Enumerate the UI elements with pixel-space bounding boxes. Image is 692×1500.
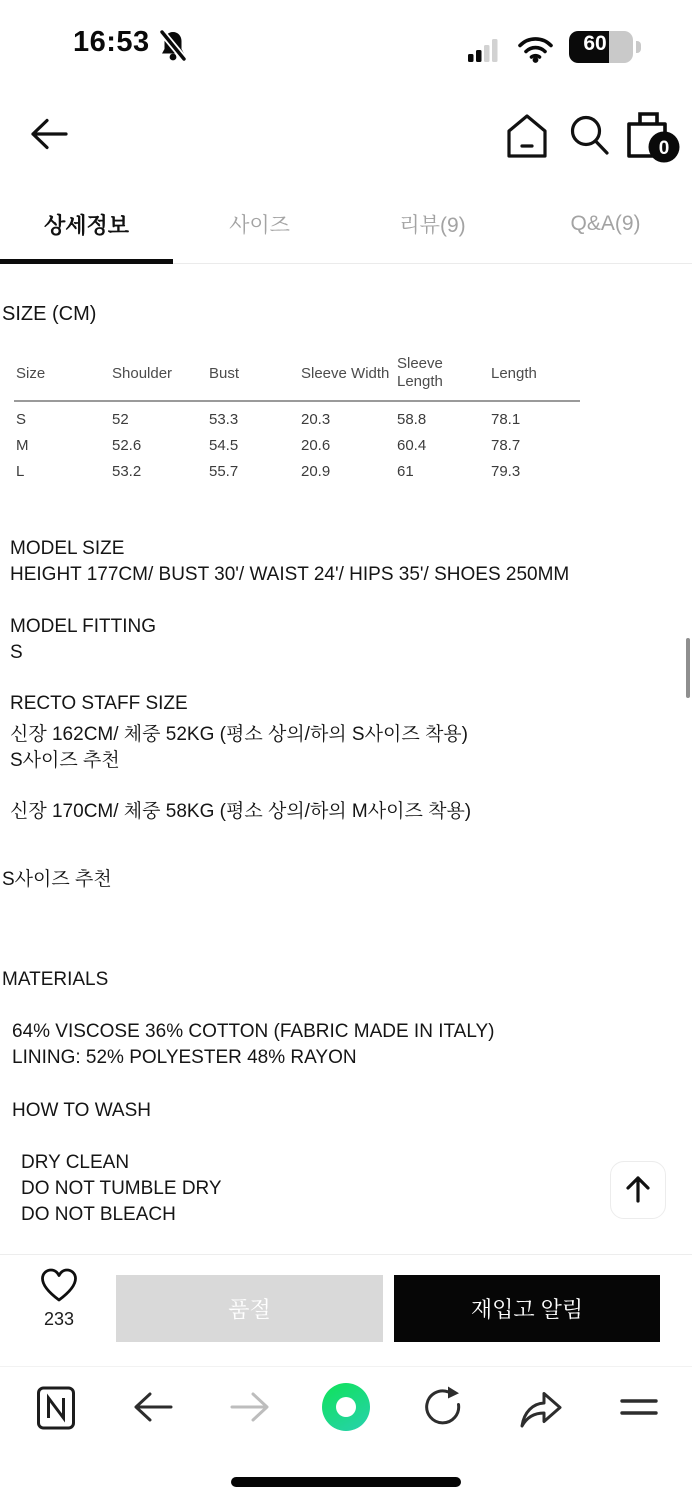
materials-line2: LINING: 52% POLYESTER 48% RAYON (12, 1047, 357, 1068)
cell: 20.6 (301, 437, 331, 454)
tab-bar (0, 185, 692, 264)
cell: 78.1 (491, 411, 521, 428)
cell: 20.9 (301, 463, 331, 480)
naver-logo-icon (36, 1419, 76, 1434)
battery-icon (569, 31, 633, 63)
tab-size[interactable]: 사이즈 (173, 185, 346, 263)
cell: 79.3 (491, 463, 521, 480)
wifi-icon (517, 35, 554, 68)
cell: 52 (112, 411, 129, 428)
shopping-bag-icon (620, 138, 682, 169)
cell: 60.4 (397, 437, 427, 454)
menu-button[interactable] (619, 1397, 659, 1422)
naver-app-button[interactable] (36, 1385, 76, 1434)
home-indicator[interactable] (231, 1477, 461, 1487)
back-button[interactable] (27, 116, 71, 154)
green-circle-icon (322, 1383, 370, 1431)
search-icon (567, 146, 611, 161)
like-count: 233 (43, 1309, 75, 1329)
tab-detail[interactable]: 상세정보 (0, 185, 173, 263)
battery-percent: 60 (583, 32, 607, 55)
model-size-detail: HEIGHT 177CM/ BUST 30'/ WAIST 24'/ HIPS 35'/ SHOES 250MM (10, 564, 570, 585)
search-button[interactable] (566, 112, 612, 160)
cell: 53.2 (112, 463, 142, 480)
tab-qna[interactable]: Q&A(9) (519, 185, 692, 263)
wash-line-1: DRY CLEAN (21, 1152, 130, 1173)
cart-badge: 0 (658, 138, 670, 159)
browser-forward-icon (228, 1412, 272, 1427)
active-tab-underline (0, 259, 173, 264)
col-size: Size (14, 355, 110, 401)
staff-size-line2: S사이즈 추천 (10, 750, 120, 771)
clock: 16:53 (73, 26, 150, 58)
restock-alert-button[interactable]: 재입고 알림 (394, 1275, 660, 1342)
staff-size-line3: 신장 170CM/ 체중 58KG (평소 상의/하의 M사이즈 착용) (10, 801, 472, 822)
cell: 20.3 (301, 411, 331, 428)
scrollbar-thumb[interactable] (686, 638, 690, 698)
cell: 61 (397, 463, 414, 480)
browser-forward-button[interactable] (228, 1390, 272, 1427)
cell: S (16, 411, 27, 428)
size-table-row-s (14, 401, 580, 428)
cart-button[interactable] (620, 106, 682, 166)
materials-title: MATERIALS (2, 969, 109, 990)
wash-title: HOW TO WASH (12, 1100, 151, 1121)
cell: 52.6 (112, 437, 142, 454)
cell: 58.8 (397, 411, 427, 428)
cell: 54.5 (209, 437, 239, 454)
notifications-muted-icon (158, 29, 190, 68)
tab-review[interactable]: 리뷰(9) (346, 185, 519, 263)
home-icon (505, 148, 549, 163)
browser-back-icon (131, 1412, 175, 1427)
arrow-up-icon (623, 1174, 653, 1207)
cell: L (16, 463, 25, 480)
size-heading: SIZE (CM) (2, 303, 97, 325)
cell: M (16, 437, 29, 454)
size-table-row-l (14, 454, 580, 480)
product-action-bar (0, 1254, 692, 1366)
col-sleeve-length: Sleeve Length (395, 355, 489, 401)
model-fitting-value: S (10, 642, 23, 663)
cell: 53.3 (209, 411, 239, 428)
model-fitting-title: MODEL FITTING (10, 616, 157, 637)
heart-icon (39, 1267, 79, 1306)
size-table-header-row (14, 355, 580, 401)
wash-line-3: DO NOT BLEACH (21, 1204, 176, 1225)
soldout-button[interactable]: 품절 (116, 1275, 383, 1342)
staff-size-title: RECTO STAFF SIZE (10, 693, 188, 714)
cell: 78.7 (491, 437, 521, 454)
materials-line1: 64% VISCOSE 36% COTTON (FABRIC MADE IN ITALY) (12, 1021, 495, 1042)
col-sleeve-width: Sleeve Width (299, 355, 395, 401)
col-length: Length (489, 355, 580, 401)
refresh-button[interactable] (421, 1385, 465, 1432)
staff-size-line1: 신장 162CM/ 체중 52KG (평소 상의/하의 S사이즈 착용) (10, 724, 468, 745)
wash-line-2: DO NOT TUMBLE DRY (21, 1178, 222, 1199)
browser-home-button[interactable] (322, 1383, 370, 1431)
cellular-signal-icon (468, 38, 502, 67)
menu-icon (619, 1407, 659, 1422)
col-shoulder: Shoulder (110, 355, 207, 401)
battery-cap (636, 41, 641, 53)
size-table (14, 355, 580, 480)
share-icon (517, 1417, 565, 1432)
model-size-title: MODEL SIZE (10, 538, 125, 559)
col-bust: Bust (207, 355, 299, 401)
like-button[interactable] (28, 1267, 90, 1330)
cell: 55.7 (209, 463, 239, 480)
share-button[interactable] (517, 1389, 565, 1432)
size-table-row-m (14, 428, 580, 454)
browser-back-button[interactable] (131, 1390, 175, 1427)
home-button[interactable] (505, 112, 549, 160)
size-recommend: S사이즈 추천 (2, 869, 112, 890)
scroll-to-top-button[interactable] (610, 1161, 666, 1219)
refresh-icon (421, 1417, 465, 1432)
